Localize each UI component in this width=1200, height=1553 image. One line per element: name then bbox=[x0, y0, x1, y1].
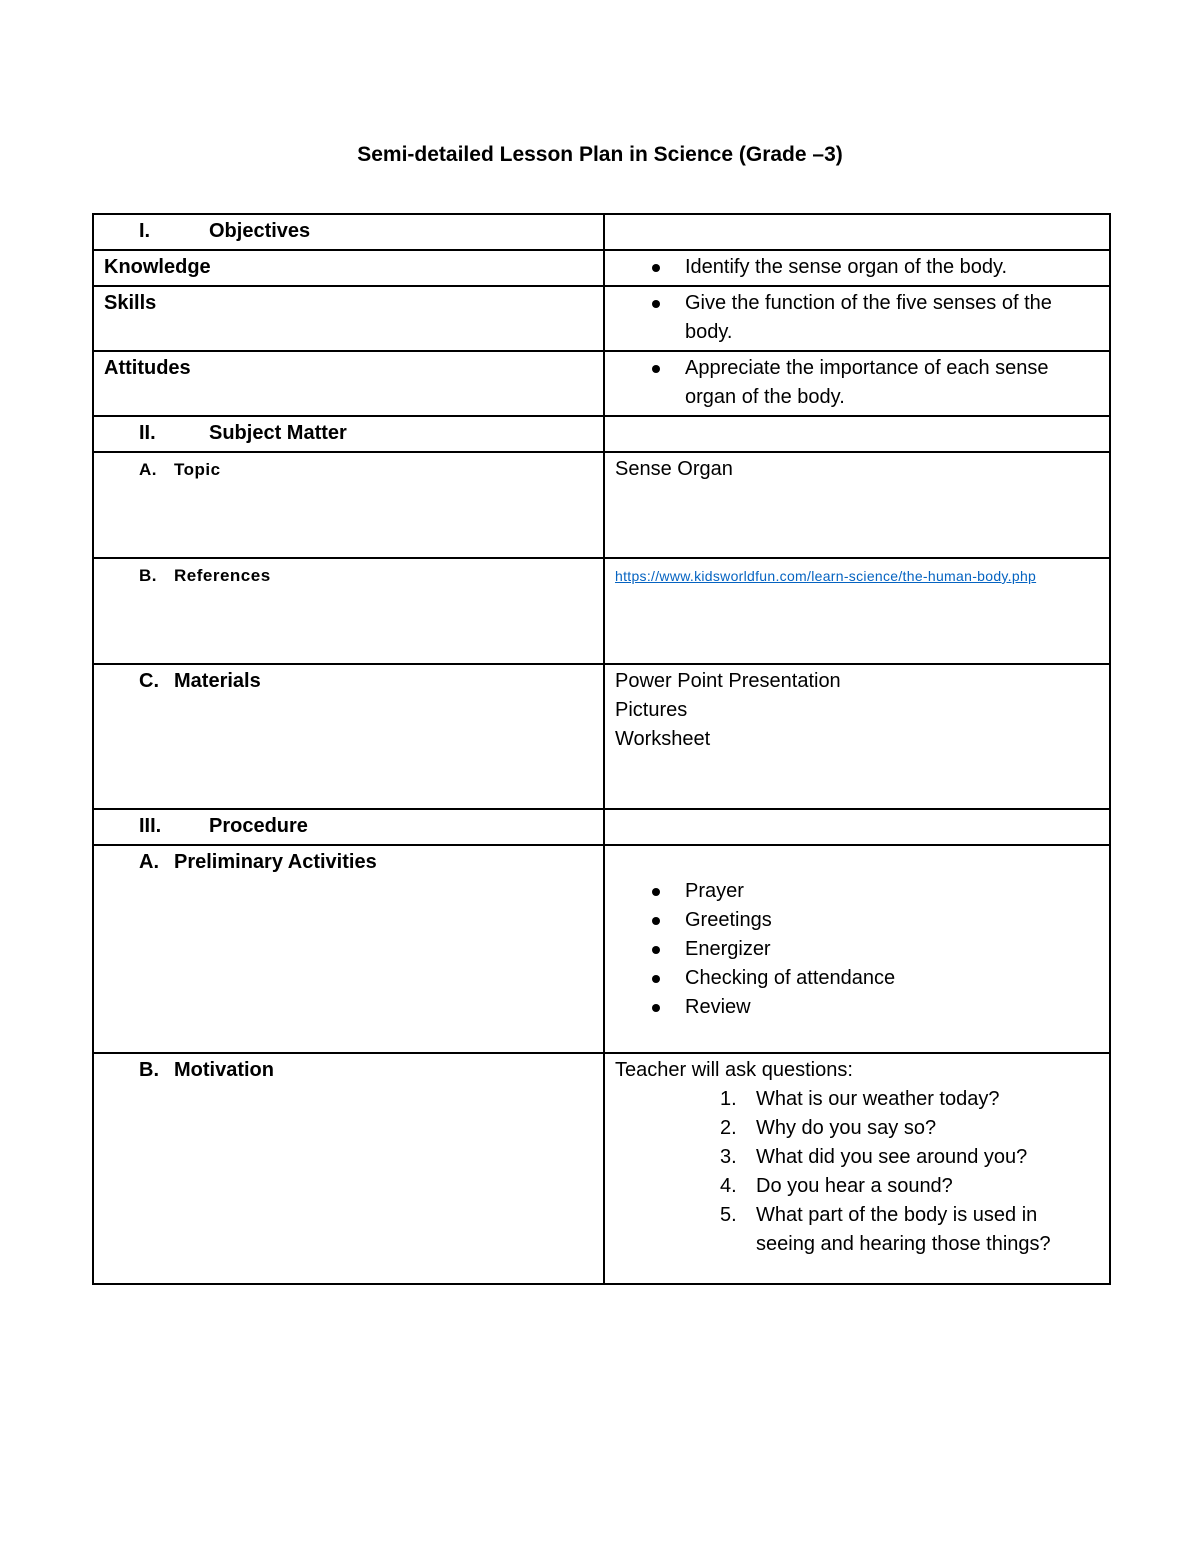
procedure-header-empty bbox=[604, 809, 1110, 845]
motivation-row bbox=[93, 1053, 1110, 1284]
materials-letter: C. bbox=[139, 670, 159, 692]
motivation-letter: B. bbox=[139, 1059, 159, 1081]
question-number: 3. bbox=[720, 1146, 737, 1168]
knowledge-cell bbox=[604, 250, 1110, 286]
list-item bbox=[615, 1143, 1099, 1172]
materials-item: Power Point Presentation bbox=[615, 670, 841, 692]
list-item bbox=[615, 1114, 1099, 1143]
materials-row bbox=[93, 664, 1110, 809]
subject-matter-header-row bbox=[93, 416, 1110, 452]
attitudes-item: Appreciate the importance of each sense organ of the body. bbox=[615, 354, 1099, 412]
skills-label: Skills bbox=[93, 286, 604, 351]
list-item: Prayer bbox=[615, 877, 1099, 906]
question-text: Do you hear a sound? bbox=[756, 1175, 953, 1197]
topic-label-cell bbox=[93, 452, 604, 558]
topic-value: Sense Organ bbox=[604, 452, 1110, 558]
question-number: 5. bbox=[720, 1204, 737, 1226]
topic-label: Topic bbox=[174, 460, 221, 479]
page-title: Semi-detailed Lesson Plan in Science (Grade –3) bbox=[357, 143, 843, 166]
skills-item: Give the function of the five senses of the body. bbox=[615, 289, 1099, 347]
lesson-plan-table bbox=[92, 213, 1111, 1285]
question-number: 4. bbox=[720, 1175, 737, 1197]
materials-item: Worksheet bbox=[615, 728, 711, 750]
objectives-header-row bbox=[93, 214, 1110, 250]
knowledge-row bbox=[93, 250, 1110, 286]
attitudes-cell bbox=[604, 351, 1110, 416]
motivation-label-cell bbox=[93, 1053, 604, 1284]
preliminary-label-cell bbox=[93, 845, 604, 1053]
attitudes-label: Attitudes bbox=[93, 351, 604, 416]
references-letter: B. bbox=[139, 566, 157, 585]
attitudes-row bbox=[93, 351, 1110, 416]
skills-cell bbox=[604, 286, 1110, 351]
list-item: Review bbox=[615, 993, 1099, 1022]
materials-cell bbox=[604, 664, 1110, 809]
question-number: 1. bbox=[720, 1088, 737, 1110]
preliminary-cell bbox=[604, 845, 1110, 1053]
preliminary-letter: A. bbox=[139, 851, 159, 873]
question-number: 2. bbox=[720, 1117, 737, 1139]
references-row bbox=[93, 558, 1110, 664]
topic-letter: A. bbox=[139, 460, 157, 479]
subject-matter-header-empty bbox=[604, 416, 1110, 452]
subject-matter-header-cell bbox=[93, 416, 604, 452]
list-item bbox=[615, 1201, 1099, 1259]
references-cell bbox=[604, 558, 1110, 664]
knowledge-item: Identify the sense organ of the body. bbox=[615, 253, 1099, 282]
procedure-heading: Procedure bbox=[209, 815, 308, 837]
subject-matter-numeral: II. bbox=[139, 422, 156, 444]
list-item bbox=[615, 1085, 1099, 1114]
question-text: What did you see around you? bbox=[756, 1146, 1028, 1168]
subject-matter-heading: Subject Matter bbox=[209, 422, 347, 444]
procedure-header-cell bbox=[93, 809, 604, 845]
list-item: Checking of attendance bbox=[615, 964, 1099, 993]
preliminary-label: Preliminary Activities bbox=[174, 851, 377, 873]
objectives-numeral: I. bbox=[139, 220, 151, 242]
objectives-heading: Objectives bbox=[209, 220, 311, 242]
procedure-header-row bbox=[93, 809, 1110, 845]
preliminary-row bbox=[93, 845, 1110, 1053]
materials-label: Materials bbox=[174, 670, 261, 692]
materials-item: Pictures bbox=[615, 699, 688, 721]
topic-row bbox=[93, 452, 1110, 558]
list-item: Greetings bbox=[615, 906, 1099, 935]
materials-label-cell bbox=[93, 664, 604, 809]
knowledge-label: Knowledge bbox=[93, 250, 604, 286]
question-text: What part of the body is used in seeing and hearing those things? bbox=[756, 1204, 1051, 1255]
objectives-header-empty bbox=[604, 214, 1110, 250]
motivation-intro: Teacher will ask questions: bbox=[615, 1059, 853, 1081]
skills-row bbox=[93, 286, 1110, 351]
procedure-numeral: III. bbox=[139, 815, 162, 837]
references-label: References bbox=[174, 566, 271, 585]
question-text: What is our weather today? bbox=[756, 1088, 1000, 1110]
list-item bbox=[615, 1172, 1099, 1201]
motivation-label: Motivation bbox=[174, 1059, 274, 1081]
objectives-header-cell bbox=[93, 214, 604, 250]
motivation-cell bbox=[604, 1053, 1110, 1284]
reference-link[interactable]: https://www.kidsworldfun.com/learn-science/the-human-body.php bbox=[615, 568, 1037, 584]
list-item: Energizer bbox=[615, 935, 1099, 964]
references-label-cell bbox=[93, 558, 604, 664]
question-text: Why do you say so? bbox=[756, 1117, 937, 1139]
